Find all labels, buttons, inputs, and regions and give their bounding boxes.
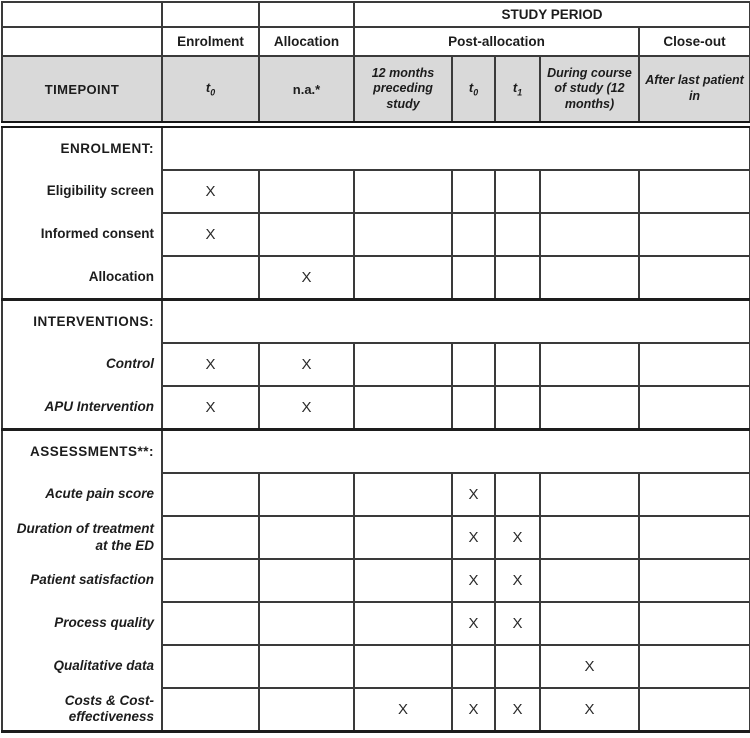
table-row	[2, 688, 750, 732]
table-row	[2, 170, 750, 213]
empty-cell	[162, 645, 259, 688]
section-title-row	[2, 430, 750, 474]
empty-cell	[639, 213, 750, 256]
empty-cell	[354, 516, 452, 559]
mark-cell: X	[452, 473, 495, 516]
mark-cell: X	[540, 688, 639, 732]
mark-cell: X	[354, 688, 452, 732]
empty-cell	[354, 645, 452, 688]
mark-cell: X	[452, 688, 495, 732]
row-label: Eligibility screen	[2, 170, 162, 213]
mark-cell: X	[452, 516, 495, 559]
empty-cell	[452, 645, 495, 688]
empty-cell	[162, 473, 259, 516]
row-label: Duration of treatment at the ED	[2, 516, 162, 559]
stage-post-allocation: Post-allocation	[354, 27, 639, 56]
mark-cell: X	[540, 645, 639, 688]
empty-cell	[639, 516, 750, 559]
empty-cell	[452, 386, 495, 430]
study-period-row	[2, 2, 750, 27]
section-title-row	[2, 300, 750, 344]
stage-row	[2, 27, 750, 56]
empty-cell	[354, 170, 452, 213]
table-row	[2, 645, 750, 688]
section-title-row	[2, 125, 750, 171]
timepoint-label: TIMEPOINT	[2, 56, 162, 125]
empty-cell	[639, 343, 750, 386]
mark-cell: X	[259, 386, 354, 430]
timepoint-row	[2, 56, 750, 125]
empty-cell	[540, 256, 639, 300]
section-title: INTERVENTIONS:	[2, 300, 162, 344]
empty-header-cell	[2, 2, 162, 27]
spirit-schedule-table	[1, 1, 750, 733]
mark-cell: X	[495, 602, 540, 645]
mark-cell: X	[162, 213, 259, 256]
row-label: Costs & Cost-effectiveness	[2, 688, 162, 732]
empty-cell	[354, 386, 452, 430]
empty-cell	[540, 602, 639, 645]
empty-cell	[639, 688, 750, 732]
timepoint-after-last-patient: After last patient in	[639, 56, 750, 125]
mark-cell: X	[452, 602, 495, 645]
section-title: ASSESSMENTS**:	[2, 430, 162, 474]
timepoint-12-months-preceding: 12 months preceding study	[354, 56, 452, 125]
table-row	[2, 213, 750, 256]
empty-cell	[639, 559, 750, 602]
empty-cell	[354, 602, 452, 645]
row-label: Process quality	[2, 602, 162, 645]
empty-cell	[495, 473, 540, 516]
mark-cell: X	[495, 688, 540, 732]
empty-cell	[162, 559, 259, 602]
study-period-header: STUDY PERIOD	[354, 2, 750, 27]
empty-header-cell	[162, 2, 259, 27]
empty-cell	[495, 213, 540, 256]
row-label: Patient satisfaction	[2, 559, 162, 602]
timepoint-enrolment-t0: $t_0$	[162, 56, 259, 125]
timepoint-post-t0: $t_0$	[452, 56, 495, 125]
mark-cell: X	[162, 170, 259, 213]
row-label: APU Intervention	[2, 386, 162, 430]
empty-cell	[354, 343, 452, 386]
mark-cell: X	[495, 559, 540, 602]
table-row	[2, 602, 750, 645]
stage-allocation: Allocation	[259, 27, 354, 56]
empty-cell	[259, 516, 354, 559]
empty-cell	[495, 386, 540, 430]
empty-cell	[452, 256, 495, 300]
empty-cell	[354, 559, 452, 602]
timepoint-during-course: During course of study (12 months)	[540, 56, 639, 125]
empty-cell	[639, 645, 750, 688]
table-row	[2, 473, 750, 516]
empty-cell	[259, 602, 354, 645]
empty-cell	[452, 343, 495, 386]
empty-cell	[259, 170, 354, 213]
empty-cell	[639, 386, 750, 430]
empty-cell	[495, 256, 540, 300]
mark-cell: X	[452, 559, 495, 602]
empty-cell	[639, 170, 750, 213]
row-label: Allocation	[2, 256, 162, 300]
empty-cell	[162, 256, 259, 300]
empty-cell	[259, 688, 354, 732]
section-title: ENROLMENT:	[2, 125, 162, 171]
empty-cell	[540, 516, 639, 559]
empty-cell	[354, 473, 452, 516]
empty-cell	[162, 602, 259, 645]
section-title-empty-cell	[162, 430, 750, 474]
empty-cell	[540, 559, 639, 602]
section-title-empty-cell	[162, 125, 750, 171]
empty-cell	[452, 213, 495, 256]
section-interventions	[2, 300, 750, 430]
row-label: Qualitative data	[2, 645, 162, 688]
section-enrolment	[2, 125, 750, 300]
mark-cell: X	[259, 256, 354, 300]
empty-cell	[540, 343, 639, 386]
table-row	[2, 343, 750, 386]
empty-cell	[495, 343, 540, 386]
empty-cell	[639, 256, 750, 300]
section-title-empty-cell	[162, 300, 750, 344]
empty-cell	[162, 516, 259, 559]
empty-cell	[540, 213, 639, 256]
empty-cell	[259, 213, 354, 256]
stage-close-out: Close-out	[639, 27, 750, 56]
empty-cell	[495, 170, 540, 213]
empty-cell	[639, 473, 750, 516]
timepoint-post-t1: $t_1$	[495, 56, 540, 125]
table-row	[2, 516, 750, 559]
table-row	[2, 559, 750, 602]
empty-cell	[259, 559, 354, 602]
section-assessments	[2, 430, 750, 732]
mark-cell: X	[162, 343, 259, 386]
empty-cell	[495, 645, 540, 688]
empty-cell	[259, 473, 354, 516]
table-row	[2, 256, 750, 300]
stage-enrolment: Enrolment	[162, 27, 259, 56]
table-row	[2, 386, 750, 430]
empty-cell	[540, 473, 639, 516]
row-label: Acute pain score	[2, 473, 162, 516]
empty-cell	[540, 386, 639, 430]
empty-cell	[354, 256, 452, 300]
empty-cell	[162, 688, 259, 732]
empty-header-cell	[2, 27, 162, 56]
empty-cell	[639, 602, 750, 645]
mark-cell: X	[495, 516, 540, 559]
empty-cell	[540, 170, 639, 213]
mark-cell: X	[259, 343, 354, 386]
empty-header-cell	[259, 2, 354, 27]
mark-cell: X	[162, 386, 259, 430]
row-label: Control	[2, 343, 162, 386]
empty-cell	[259, 645, 354, 688]
empty-cell	[452, 170, 495, 213]
row-label: Informed consent	[2, 213, 162, 256]
table-header	[2, 2, 750, 125]
empty-cell	[354, 213, 452, 256]
timepoint-allocation-na: n.a.*	[259, 56, 354, 125]
